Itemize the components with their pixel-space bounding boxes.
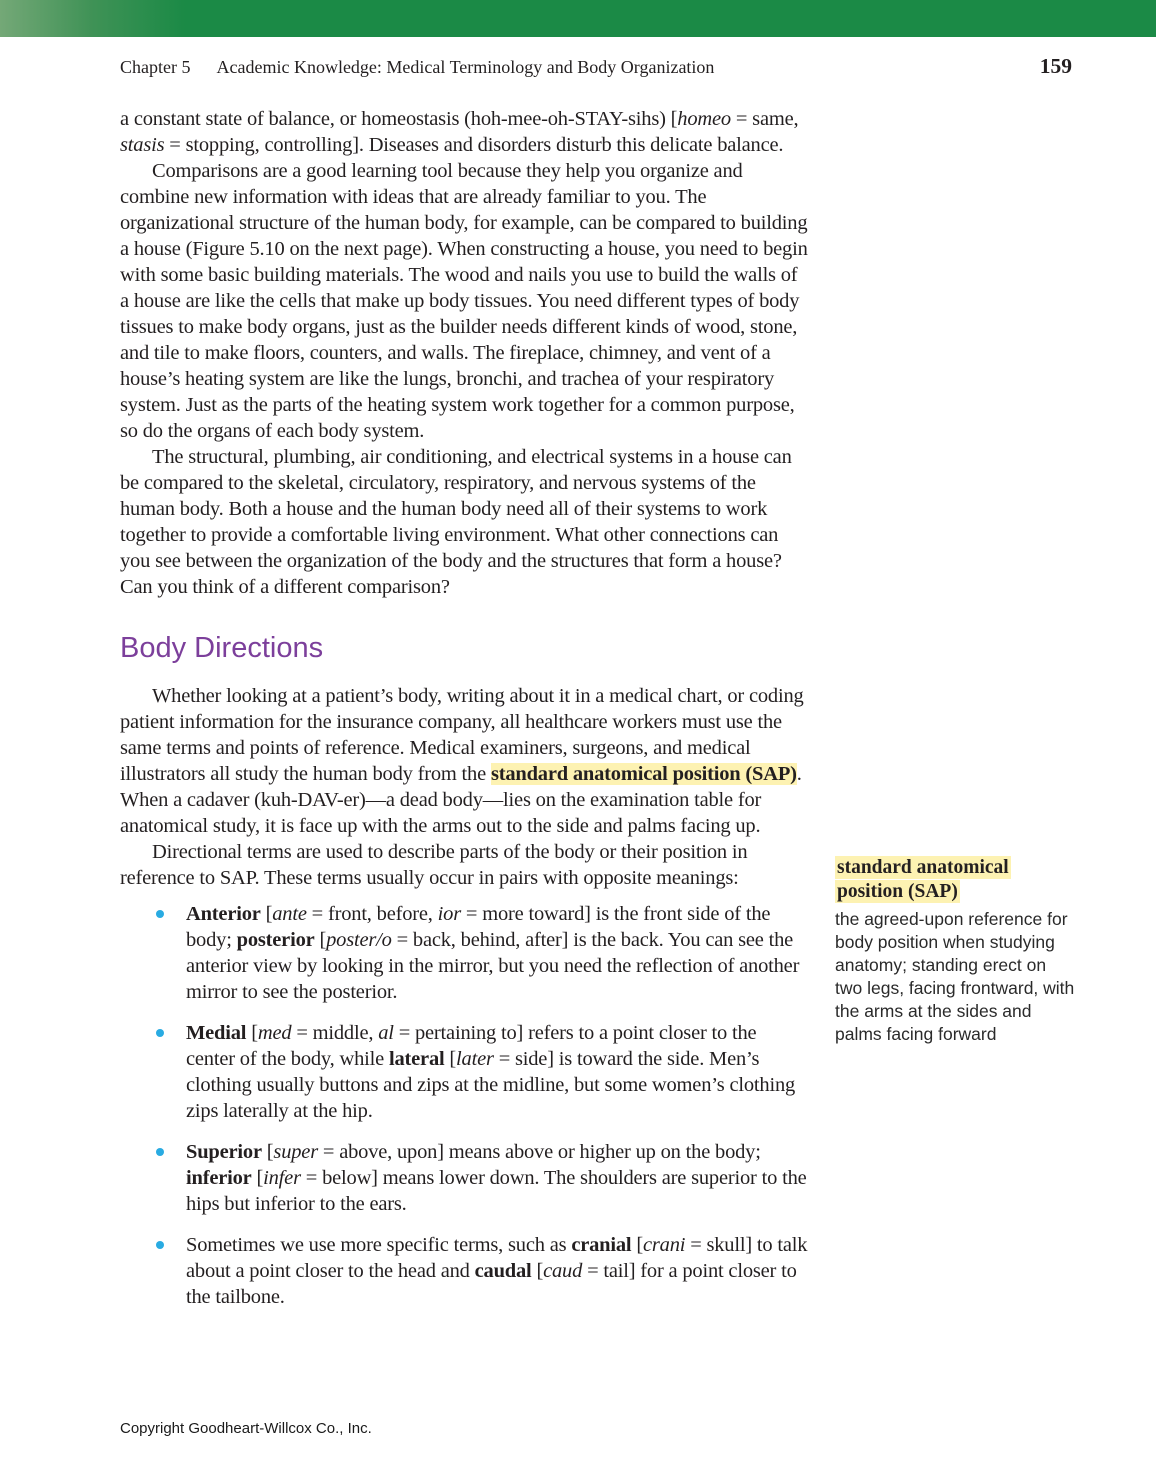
bullet-text: Sometimes we use more specific terms, such as cranial [crani = skull] to talk about a point closer to the head and caudal [caud = tail] for a point closer to the tailbone. xyxy=(186,1234,808,1308)
paragraph-homeostasis: a constant state of balance, or homeostasis (hoh-mee-oh-STAY-sihs) [homeo = same, stasis = stopping, controlling]. Diseases and disorders disturb this delicate balance. xyxy=(120,108,799,156)
bullet-text: Anterior [ante = front, before, ior = more toward] is the front side of the body; posterior [poster/o = back, behind, after] is the back. You can see the anterior view by looking in the mirror, but you need the reflection of another mirror to see the posterior. xyxy=(186,903,800,1003)
bullet-dot-icon xyxy=(156,1148,164,1156)
running-header xyxy=(120,54,1072,79)
paragraph-systems: The structural, plumbing, air conditioning, and electrical systems in a house can be compared to the skeletal, circulatory, respiratory, and nervous systems of the human body. Both a house and the human body need all of their systems to work together to provide a comfortable living environment. What other connections can you see between the organization of the body and the structures that form a house? Can you think of a different comparison? xyxy=(120,446,792,598)
header-band xyxy=(0,0,1156,37)
bullet-item-anterior-posterior xyxy=(120,901,808,1005)
chapter-label: Chapter 5 xyxy=(120,57,191,77)
main-text-column xyxy=(120,106,808,1325)
direction-terms-list xyxy=(120,901,808,1310)
paragraph-comparisons: Comparisons are a good learning tool because they help you organize and combine new information with ideas that are already familiar to you. The organizational structure of the human body, for example, can be compared to building a house (Figure 5.10 on the next page). When constructing a house, you need to begin with some basic building materials. The wood and nails you use to build the walls of a house are like the cells that make up body tissues. You need different types of body tissues to make body organs, just as the builder needs different kinds of wood, stone, and tile to make floors, counters, and walls. The fireplace, chimney, and vent of a house’s heating system are like the lungs, bronchi, and trachea of your respiratory system. Just as the parts of the heating system work together for a common purpose, so do the organs of each body system. xyxy=(120,160,808,442)
bullet-dot-icon xyxy=(156,1241,164,1249)
bullet-text: Medial [med = middle, al = pertaining to] refers to a point closer to the center of the body, while lateral [later = side] is toward the side. Men’s clothing usually buttons and zips at the midline, but some women’s clothing zips laterally at the hip. xyxy=(186,1022,796,1122)
margin-definition-sap xyxy=(835,856,1075,1046)
bullet-dot-icon xyxy=(156,1029,164,1037)
copyright-notice: Copyright Goodheart-Willcox Co., Inc. xyxy=(120,1420,372,1437)
page-number: 159 xyxy=(1039,54,1072,78)
bullet-item-medial-lateral xyxy=(120,1020,808,1124)
definition-text: the agreed-upon reference for body position when studying anatomy; standing erect on two legs, facing frontward, with the arms at the sides and palms facing forward xyxy=(835,909,1075,1044)
paragraph-sap: Whether looking at a patient’s body, writing about it in a medical chart, or coding patient information for the insurance company, all healthcare workers must use the same terms and points of reference. Medical examiners, surgeons, and medical illustrators all study the human body from the standard anatomical position (SAP). When a cadaver (kuh-DAV-er)—a dead body—lies on the examination table for anatomical study, it is face up with the arms out to the side and palms facing up. xyxy=(120,685,804,837)
bullet-item-cranial-caudal xyxy=(120,1232,808,1310)
bullet-text: Superior [super = above, upon] means above or higher up on the body; inferior [infer = below] means lower down. The shoulders are superior to the hips but inferior to the ears. xyxy=(186,1141,807,1215)
bullet-dot-icon xyxy=(156,910,164,918)
bullet-item-superior-inferior xyxy=(120,1139,808,1217)
chapter-title: Academic Knowledge: Medical Terminology and Body Organization xyxy=(216,57,715,77)
section-heading-body-directions: Body Directions xyxy=(120,632,324,664)
definition-term: standard anatomical position (SAP) xyxy=(837,857,1009,902)
paragraph-directional-terms: Directional terms are used to describe parts of the body or their position in reference to SAP. These terms usually occur in pairs with opposite meanings: xyxy=(120,841,748,889)
